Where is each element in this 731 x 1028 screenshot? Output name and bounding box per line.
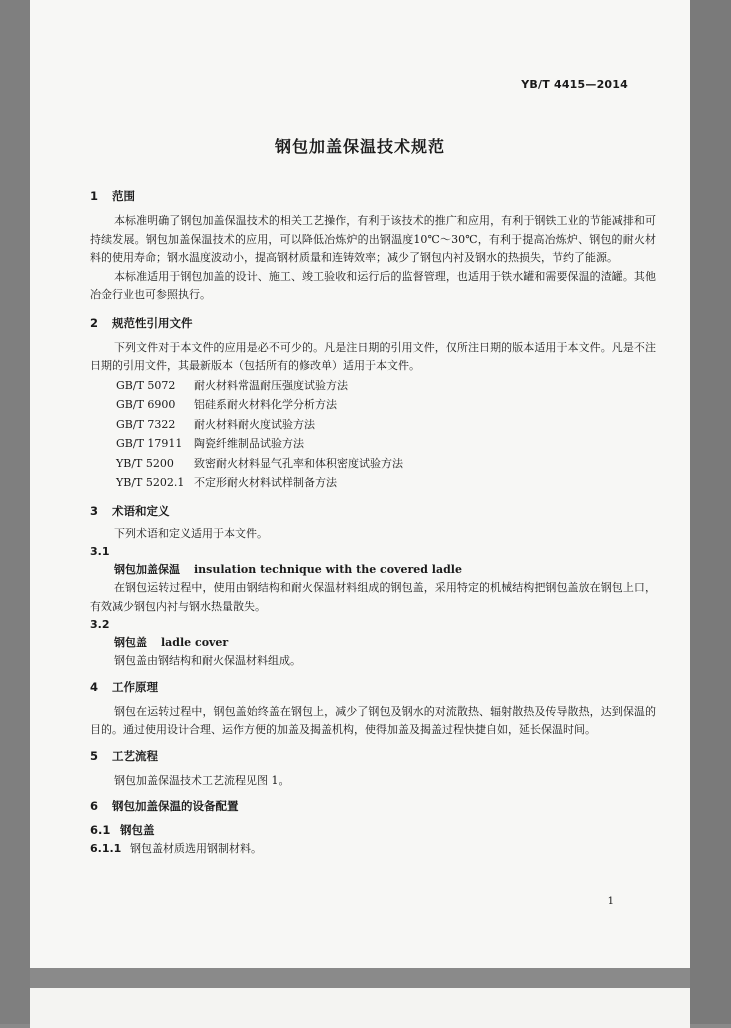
term-definition: 在钢包运转过程中，使用由钢结构和耐火保温材料组成的钢包盖，采用特定的机械结构把钢包盖放在钢包上口，有效减少钢包内衬与钢水热量散失。 <box>90 581 656 613</box>
document-code: YB/T 4415—2014 <box>521 78 628 91</box>
paragraph: 钢包加盖保温技术工艺流程见图 1。 <box>114 773 290 787</box>
reference-item: GB/T 17911 陶瓷纤维制品试验方法 <box>116 437 304 450</box>
section-heading-6: 6 钢包加盖保温的设备配置 <box>90 799 239 813</box>
reference-item: YB/T 5200 致密耐火材料显气孔率和体积密度试验方法 <box>116 456 403 470</box>
section-heading-1: 1 范围 <box>90 189 135 203</box>
paragraph: 本标准明确了钢包加盖保温技术的相关工艺操作，有利于该技术的推广和应用，有利于钢铁工业的节能减排和可持续发展。钢包加盖保温技术的应用，可以降低冶炼炉的出钢温度10℃～30℃，有利于提高冶炼炉、钢包的耐火材料的使用寿命；钢水温度波动小，提高钢材质量和连铸效率；减少了钢包内衬及钢水的热损失，节约了能源。 <box>90 214 656 264</box>
section-heading-2: 2 规范性引用文件 <box>90 315 193 330</box>
paragraph: 下列术语和定义适用于本文件。 <box>114 526 268 540</box>
page-number: 1 <box>607 896 614 907</box>
paragraph: 本标准适用于钢包加盖的设计、施工、竣工验收和运行后的监督管理，也适用于铁水罐和需要保温的渣罐。其他冶金行业也可参照执行。 <box>90 269 656 301</box>
reference-item: GB/T 5072 耐火材料常温耐压强度试验方法 <box>116 378 348 392</box>
subsection-heading-6-1: 6.1 钢包盖 <box>90 823 155 837</box>
term-entry: 钢包盖 ladle cover <box>114 636 229 649</box>
document-body <box>90 186 656 858</box>
clause-6-1-1: 6.1.1 钢包盖材质选用钢制材料。 <box>90 842 262 855</box>
viewer-background-right <box>690 0 731 1024</box>
term-number: 3.1 <box>90 545 110 558</box>
paragraph: 钢包在运转过程中，钢包盖始终盖在钢包上，减少了钢包及钢水的对流散热、辐射散热及传导散热，达到保温的目的。通过使用设计合理、运作方便的加盖及揭盖机构，使得加盖及揭盖过程快捷自如，延长保温时间。 <box>90 704 656 736</box>
document-title: 钢包加盖保温技术规范 <box>274 137 445 156</box>
paragraph: 下列文件对于本文件的应用是必不可少的。凡是注日期的引用文件，仅所注日期的版本适用于本文件。凡是不注日期的引用文件，其最新版本（包括所有的修改单）适用于本文件。 <box>90 340 656 372</box>
term-number: 3.2 <box>90 618 110 631</box>
section-heading-4: 4 工作原理 <box>90 679 158 694</box>
reference-item: GB/T 7322 耐火材料耐火度试验方法 <box>116 417 315 431</box>
term-definition: 钢包盖由钢结构和耐火保温材料组成。 <box>114 654 301 667</box>
viewer-background-left <box>0 0 30 1024</box>
document-page <box>30 0 690 968</box>
term-entry: 钢包加盖保温 insulation technique with the covered ladle <box>114 563 462 576</box>
next-page-edge <box>30 988 690 1028</box>
section-heading-5: 5 工艺流程 <box>90 748 158 763</box>
reference-item: YB/T 5202.1 不定形耐火材料试样制备方法 <box>116 476 337 489</box>
reference-item: GB/T 6900 铝硅系耐火材料化学分析方法 <box>116 398 337 411</box>
section-heading-3: 3 术语和定义 <box>90 503 170 518</box>
